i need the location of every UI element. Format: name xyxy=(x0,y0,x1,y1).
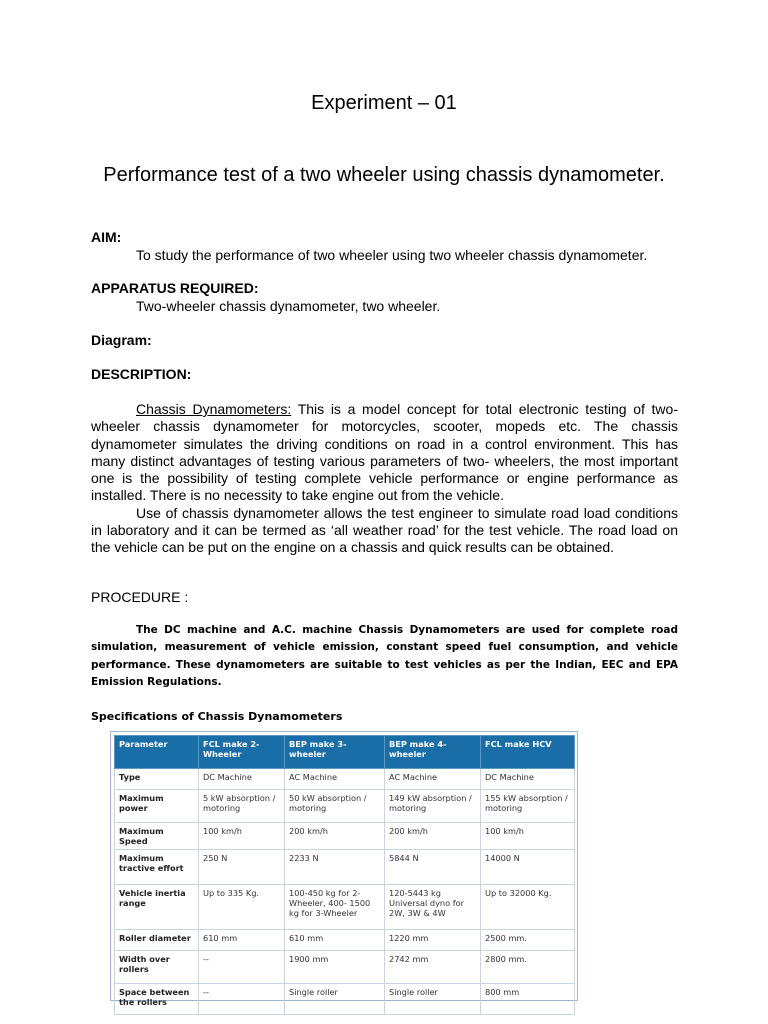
apparatus-heading: APPARATUS REQUIRED: xyxy=(91,280,259,296)
table-row xyxy=(115,951,575,984)
table-cell: Vehicle inertia range xyxy=(115,885,199,930)
table-cell: Space between the rollers xyxy=(115,984,199,1015)
specs-heading: Specifications of Chassis Dynamometers xyxy=(91,710,343,723)
description-para1-text: This is a model concept for total electronic testing of two-wheeler chassis dynamometer for motorcycles, scooter, mopeds etc. The chassis dynamometer simulates the driving conditions on road in a control environment. This has many distinct advantages of testing various parameters of two- wheelers, the most important one is the possibility of testing complete vehicle performance or engine performance as installed. There is no necessity to take engine out from the vehicle. xyxy=(91,401,678,504)
table-cell: AC Machine xyxy=(285,769,385,790)
specs-header-row xyxy=(115,736,575,769)
page-title: Performance test of a two wheeler using chassis dynamometer. xyxy=(103,164,665,186)
description-body xyxy=(91,401,678,557)
table-cell: 1900 mm xyxy=(285,951,385,984)
specs-table xyxy=(114,735,575,1015)
column-header: BEP make 3-wheeler xyxy=(285,736,385,769)
column-header: BEP make 4-wheeler xyxy=(385,736,481,769)
aim-text: To study the performance of two wheeler using two wheeler chassis dynamometer. xyxy=(136,247,648,263)
table-row xyxy=(115,930,575,951)
description-paragraph-2: Use of chassis dynamometer allows the test engineer to simulate road load conditions in laboratory and it can be termed as ‘all weather road’ for the test vehicle. The road load on the vehicle can be put on the engine on a chassis and quick results can be obtained. xyxy=(91,504,678,556)
table-cell: Single roller xyxy=(385,984,481,1015)
table-cell: -- xyxy=(199,951,285,984)
table-row xyxy=(115,984,575,1015)
table-cell: Up to 32000 Kg. xyxy=(481,885,575,930)
table-cell: 250 N xyxy=(199,850,285,885)
table-cell: 610 mm xyxy=(285,930,385,951)
table-cell: Single roller xyxy=(285,984,385,1015)
table-cell: Type xyxy=(115,769,199,790)
table-cell: DC Machine xyxy=(481,769,575,790)
table-cell: 14000 N xyxy=(481,850,575,885)
table-cell: -- xyxy=(199,984,285,1015)
table-cell: 5844 N xyxy=(385,850,481,885)
table-cell: 120-5443 kg Universal dyno for 2W, 3W & 4W xyxy=(385,885,481,930)
table-cell: 149 kW absorption / motoring xyxy=(385,790,481,823)
description-heading: DESCRIPTION: xyxy=(91,366,192,382)
table-cell: Roller diameter xyxy=(115,930,199,951)
aim-heading: AIM: xyxy=(91,229,122,245)
column-header: FCL make HCV xyxy=(481,736,575,769)
table-cell: 100 km/h xyxy=(199,823,285,850)
column-header: Parameter xyxy=(115,736,199,769)
table-cell: 800 mm xyxy=(481,984,575,1015)
specs-table-frame xyxy=(110,731,578,1007)
table-row xyxy=(115,885,575,930)
diagram-heading: Diagram: xyxy=(91,332,152,348)
table-cell: Maximum tractive effort xyxy=(115,850,199,885)
description-term: Chassis Dynamometers: xyxy=(136,401,292,417)
table-cell: DC Machine xyxy=(199,769,285,790)
table-cell: AC Machine xyxy=(385,769,481,790)
table-cell: 2500 mm. xyxy=(481,930,575,951)
table-row xyxy=(115,850,575,885)
table-cell: 610 mm xyxy=(199,930,285,951)
table-cell: Maximum Speed xyxy=(115,823,199,850)
table-cell: 2800 mm. xyxy=(481,951,575,984)
table-cell: 1220 mm xyxy=(385,930,481,951)
experiment-title: Experiment – 01 xyxy=(311,92,457,114)
table-cell: 200 km/h xyxy=(385,823,481,850)
table-cell: 155 kW absorption / motoring xyxy=(481,790,575,823)
description-paragraph-1 xyxy=(91,401,678,505)
table-row xyxy=(115,790,575,823)
table-cell: 2742 mm xyxy=(385,951,481,984)
table-cell: Width over rollers xyxy=(115,951,199,984)
table-cell: Up to 335 Kg. xyxy=(199,885,285,930)
table-cell: 100-450 kg for 2-Wheeler, 400- 1500 kg for 3-Wheeler xyxy=(285,885,385,930)
table-cell: Maximum power xyxy=(115,790,199,823)
table-cell: 100 km/h xyxy=(481,823,575,850)
procedure-heading: PROCEDURE : xyxy=(91,589,189,605)
procedure-text: The DC machine and A.C. machine Chassis Dynamometers are used for complete road simulation, measurement of vehicle emission, constant speed fuel consumption, and vehicle performance. These dynamometers are suitable to test vehicles as per the Indian, EEC and EPA Emission Regulations. xyxy=(91,624,678,688)
procedure-body xyxy=(91,622,678,691)
table-cell: 50 kW absorption / motoring xyxy=(285,790,385,823)
table-cell: 5 kW absorption / motoring xyxy=(199,790,285,823)
apparatus-text: Two-wheeler chassis dynamometer, two wheeler. xyxy=(136,298,441,314)
table-cell: 2233 N xyxy=(285,850,385,885)
table-cell: 200 km/h xyxy=(285,823,385,850)
column-header: FCL make 2-Wheeler xyxy=(199,736,285,769)
table-row xyxy=(115,823,575,850)
table-row xyxy=(115,769,575,790)
